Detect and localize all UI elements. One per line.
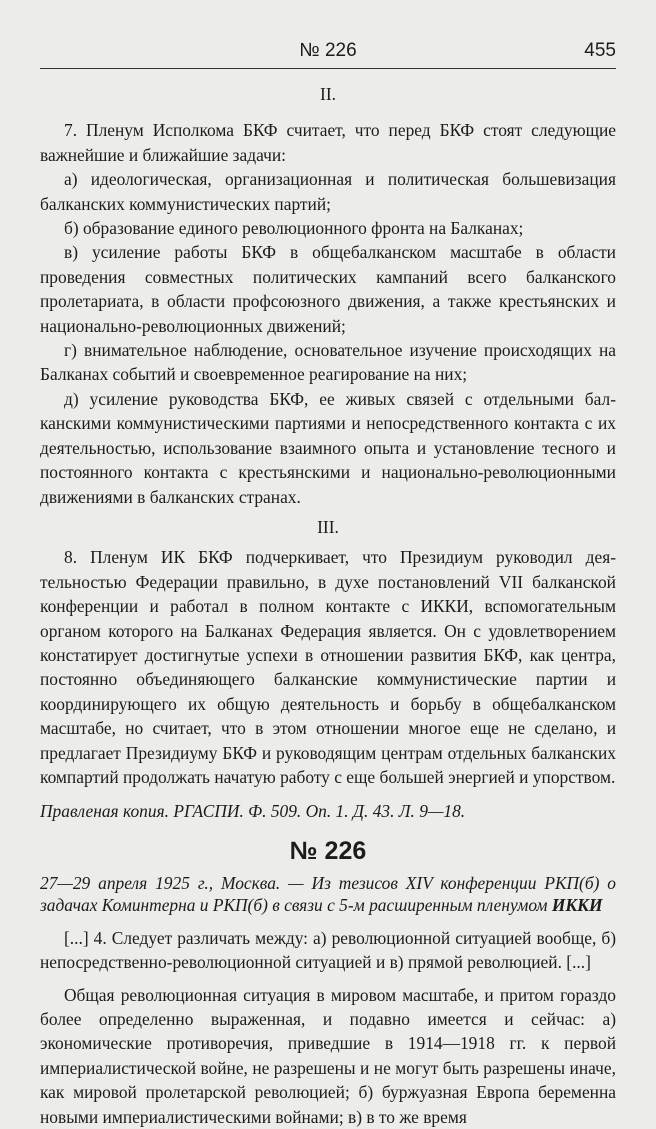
paragraph-general-situation: Общая революционная ситуация в мировом масштабе, и притом гораздо более определенно выраженная, и подавно имеется и сейчас: а) экономические противоречия, приведшие в 1914—1918 гг. к первой империалистической войне, не разрешены и не могут быть разрешены иначе, как мировой пролетарской революцией; б) буржуазная Европа беременна новыми империалистическими войнами; в) в то же время xyxy=(40,984,616,1127)
task-item-v: в) усиление работы БКФ в общебалканском масштабе в области проведения совместных политических кампаний всего балканского пролетариата, в области профсоюзного движения, а также крестьянских и национально-революционных движений; xyxy=(40,242,616,336)
task-item-d: д) усиление руководства БКФ, ее живых связей с отдельными балканскими коммунистическими партиями и непосредственного контакта с их деятельностью, использование взаимного опыта и установление тесного и постоянного контакта с крестьянскими и национально-революционными движениями в балканских странах. xyxy=(40,388,616,507)
page-body xyxy=(40,82,616,1129)
task-item-a: а) идеологическая, организационная и политическая большевизация балканских коммунистических партий; xyxy=(40,169,616,214)
document-title-text: 27—29 апреля 1925 г., Москва. — Из тезисов XIV конференции РКП(б) о задачах Коминтерна и РКП(б) в связи с 5-м расширенным пленумом xyxy=(40,872,616,915)
document-number-heading: № 226 xyxy=(289,836,367,865)
document-title xyxy=(40,872,616,916)
task-item-b: б) образование единого революционного фронта на Балканах; xyxy=(64,218,524,239)
paragraph-8: 8. Пленум ИК БКФ подчеркивает, что Президиум руководил деятельностью Федерации правильно, в духе постановлений VII балканской конференции и работал в полном контакте с ИККИ, вспомогательным органом которого на Балканах Федерация является. Он с удовлетворением констатирует достигнутые успехи в отношении развития БКФ, как центра, постоянно объединяющего балканские коммунистические партии и координирующего их общую деятельность и борьбу в общебалканском масштабе, но считает, что в этом отношении многое еще не сделано, и предлагает Президиуму БКФ и руководящим центрам отдельных балканских компартий продолжать начатую работу с еще большей энергией и упорством. xyxy=(40,547,616,787)
paragraph-7-intro: 7. Пленум Исполкома БКФ считает, что перед БКФ стоят следующие важнейшие и ближайшие задачи: xyxy=(40,120,616,165)
paragraph-4: [...] 4. Следует различать между: а) революционной ситуацией вообще, б) непосредственно-революционной ситуацией и в) прямой революцией. [...] xyxy=(40,927,616,973)
task-item-g: г) внимательное наблюдение, основательное изучение происходящих на Балканах событий и своевременное реагирование на них; xyxy=(40,340,616,385)
header-page-number: 455 xyxy=(584,40,616,61)
header-document-number: № 226 xyxy=(299,40,357,61)
section-heading-iii: III. xyxy=(317,516,339,537)
running-header xyxy=(40,36,616,69)
archive-source-note: Правленая копия. РГАСПИ. Ф. 509. Оп. 1. Д. 43. Л. 9—18. xyxy=(40,801,466,822)
document-title-end: ИККИ xyxy=(551,894,603,915)
section-heading-ii: II. xyxy=(320,84,336,104)
